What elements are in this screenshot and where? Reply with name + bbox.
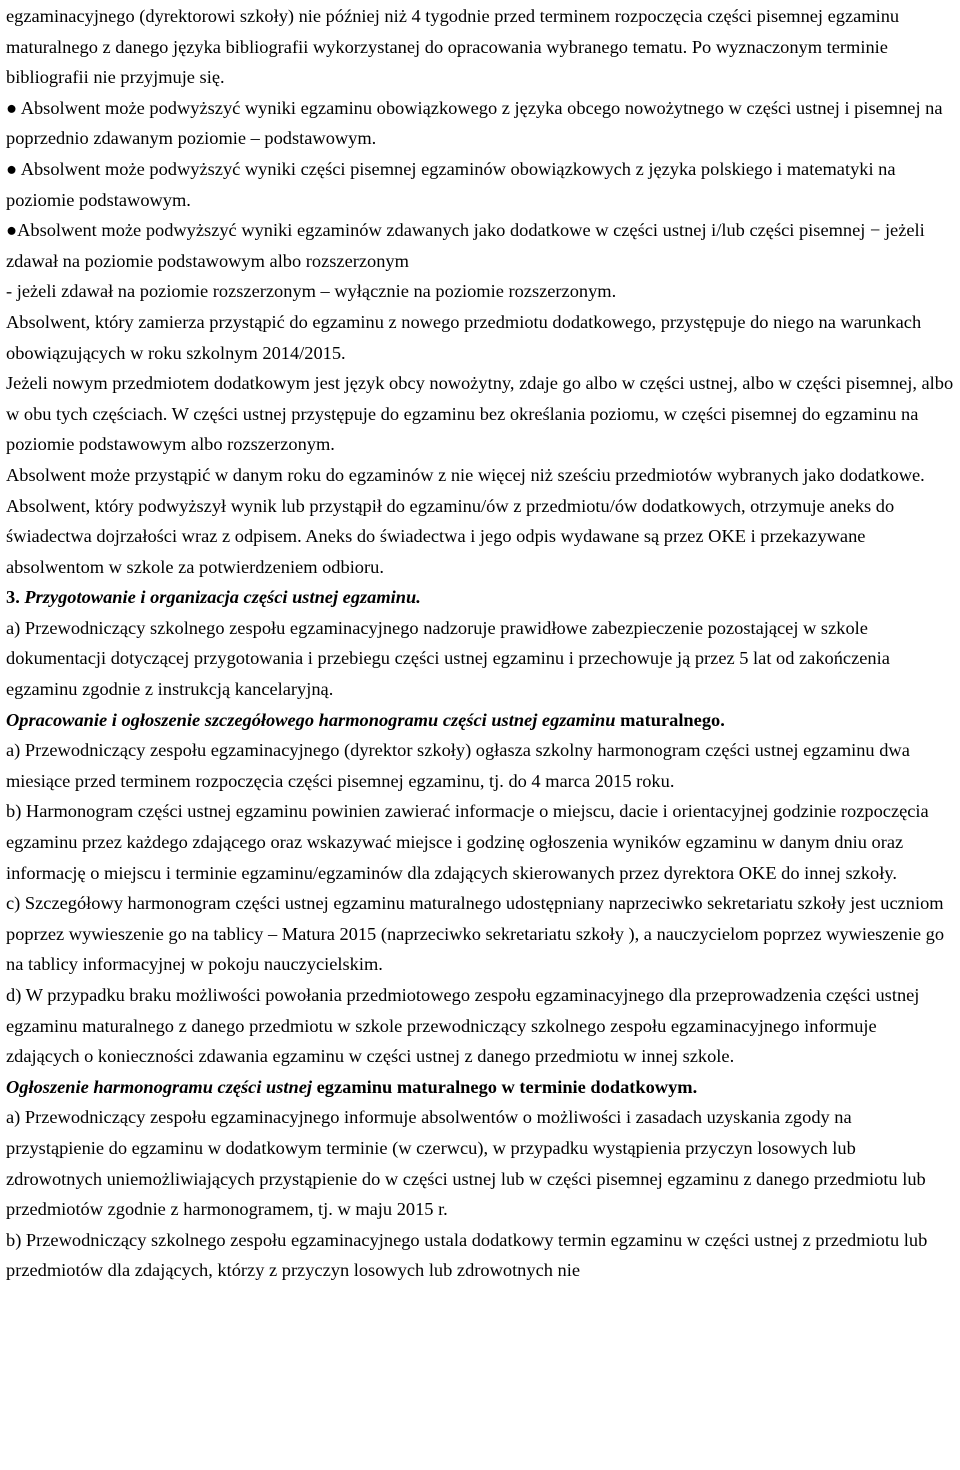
text-segment: ● Absolwent może podwyższyć wyniki części pisemnej egzaminów obowiązkowych z języka polskiego i matematyki na poziomie podstawowym. (6, 158, 896, 210)
section-number: 3. (6, 587, 25, 608)
text-segment: c) Szczegółowy harmonogram części ustnej egzaminu maturalnego udostępniany naprzeciwko sekretariatu szkoły jest uczniom poprzez wywieszenie go na tablicy – Matura 2015 (naprzeciwko sekretariatu szkoły ), a nauczycielom poprzez wywieszenie go na tablicy informacyjnej w pokoju nauczycielskim. (6, 893, 945, 975)
paragraph-annex (6, 491, 954, 583)
paragraph-new-subject (6, 307, 954, 368)
subheading-schedule (6, 705, 954, 736)
subheading-bold: egzaminu maturalnego w terminie dodatkowym. (312, 1076, 698, 1097)
subheading-additional-term (6, 1072, 954, 1103)
text-segment: ●Absolwent może podwyższyć wyniki egzaminów zdawanych jako dodatkowe w części ustnej i/lub części pisemnej − jeżeli zdawał na poziomie podstawowym albo rozszerzonym (6, 220, 925, 271)
text-segment: Absolwent może przystąpić w danym roku do egzaminów z nie więcej niż sześciu przedmiotów wybranych jako dodatkowe. (6, 464, 925, 485)
subheading-italic: Opracowanie i ogłoszenie szczegółowego harmonogramu części ustnej egzaminu (6, 709, 616, 730)
subheading-italic: Ogłoszenie harmonogramu części ustnej (6, 1076, 313, 1097)
paragraph-additional-b (6, 1225, 954, 1286)
text-segment: b) Harmonogram części ustnej egzaminu powinien zawierać informacje o miejscu, dacie i orientacyjnej godzinie rozpoczęcia egzaminu przez każdego zdającego oraz wskazywać miejsce i godzinę ogłoszenia wyników egzaminu w danym dniu oraz informację o miejscu i terminie egzaminu/egzaminów dla zdających skierowanych przez dyrektora OKE do innej szkoły. (6, 801, 929, 883)
bullet-additional-exams-improve (6, 215, 954, 276)
document-page (6, 1, 954, 1286)
text-segment: Absolwent, który zamierza przystąpić do egzaminu z nowego przedmiotu dodatkowego, przystępuje do niego na warunkach obowiązujących w roku szkolnym 2014/2015. (6, 311, 922, 363)
text-segment: d) W przypadku braku możliwości powołania przedmiotowego zespołu egzaminacyjnego dla przeprowadzenia części ustnej egzaminu maturalnego z danego przedmiotu w szkole przewodniczący szkolnego zespołu egzaminacyjnego informuje zdających o konieczności zdawania egzaminu w części ustnej z danego przedmiotu w innej szkole. (6, 985, 920, 1067)
text-segment: Absolwent, który podwyższył wynik lub przystąpił do egzaminu/ów z przedmiotu/ów dodatkowych, otrzymuje aneks do świadectwa dojrzałości wraz z odpisem. Aneks do świadectwa i jego odpis wydawane są przez OKE i przekazywane absolwentom w szkole za potwierdzeniem odbioru. (6, 495, 895, 577)
paragraph-schedule-b (6, 796, 954, 888)
paragraph-schedule-c (6, 888, 954, 980)
text-segment: b) Przewodniczący szkolnego zespołu egzaminacyjnego ustala dodatkowy termin egzaminu w części ustnej z przedmiotu lub przedmiotów dla zdających, którzy z przyczyn losowych lub zdrowotnych nie (6, 1229, 928, 1281)
section-heading-3 (6, 582, 954, 613)
paragraph-foreign-language-new (6, 368, 954, 460)
paragraph-additional-a (6, 1102, 954, 1224)
paragraph-schedule-d (6, 980, 954, 1072)
text-segment: ● Absolwent może podwyższyć wyniki egzaminu obowiązkowego z języka obcego nowożytnego w części ustnej i pisemnej na poprzednio zdawanym poziomie – podstawowym. (6, 97, 943, 149)
section-title: Przygotowanie i organizacja części ustnej egzaminu. (24, 587, 421, 608)
subheading-bold: maturalnego. (615, 709, 725, 730)
paragraph-bibliography-deadline (6, 1, 954, 93)
text-segment: a) Przewodniczący szkolnego zespołu egzaminacyjnego nadzoruje prawidłowe zabezpieczenie pozostającej w szkole dokumentacji dotyczącej przygotowania i przebiegu części ustnej egzaminu i przechowuje ją przez 5 lat od zakończenia egzaminu zgodnie z instrukcją kancelaryjną. (6, 617, 890, 700)
text-segment: a) Przewodniczący zespołu egzaminacyjnego informuje absolwentów o możliwości i zasadach uzyskania zgody na przystąpienie do egzaminu w dodatkowym terminie (w czerwcu), w przypadku wystąpienia przyczyn losowych lub zdrowotnych uniemożliwiających przystąpienie do w części ustnej lub w części pisemnej egzaminu z danego przedmiotu lub przedmiotów zgodnie z harmonogramem, tj. w maju 2015 r. (6, 1107, 926, 1220)
text-segment: - jeżeli zdawał na poziomie rozszerzonym – wyłącznie na poziomie rozszerzonym. (6, 281, 617, 302)
paragraph-schedule-a (6, 735, 954, 796)
text-segment: Jeżeli nowym przedmiotem dodatkowym jest język obcy nowożytny, zdaje go albo w części ustnej, albo w części pisemnej, albo w obu tych częściach. W części ustnej przystępuje do egzaminu bez określania poziomu, w części pisemnej do egzaminu na poziomie podstawowym albo rozszerzonym. (6, 373, 954, 455)
paragraph-six-subjects (6, 460, 954, 491)
text-segment: a) Przewodniczący zespołu egzaminacyjnego (dyrektor szkoły) ogłasza szkolny harmonogram części ustnej egzaminu dwa miesiące przed terminem rozpoczęcia części pisemnej egzaminu, tj. do 4 marca 2015 roku. (6, 740, 910, 791)
paragraph-extended-level (6, 276, 954, 307)
paragraph-documentation (6, 613, 954, 705)
text-segment: egzaminacyjnego (dyrektorowi szkoły) nie później niż 4 tygodnie przed terminem rozpoczęcia części pisemnej egzaminu maturalnego z danego języka bibliografii wykorzystanej do opracowania wybranego tematu. Po wyznaczonym terminie bibliografii nie przyjmuje się. (6, 6, 900, 88)
bullet-polish-math-improve (6, 154, 954, 215)
bullet-foreign-language-improve (6, 93, 954, 154)
